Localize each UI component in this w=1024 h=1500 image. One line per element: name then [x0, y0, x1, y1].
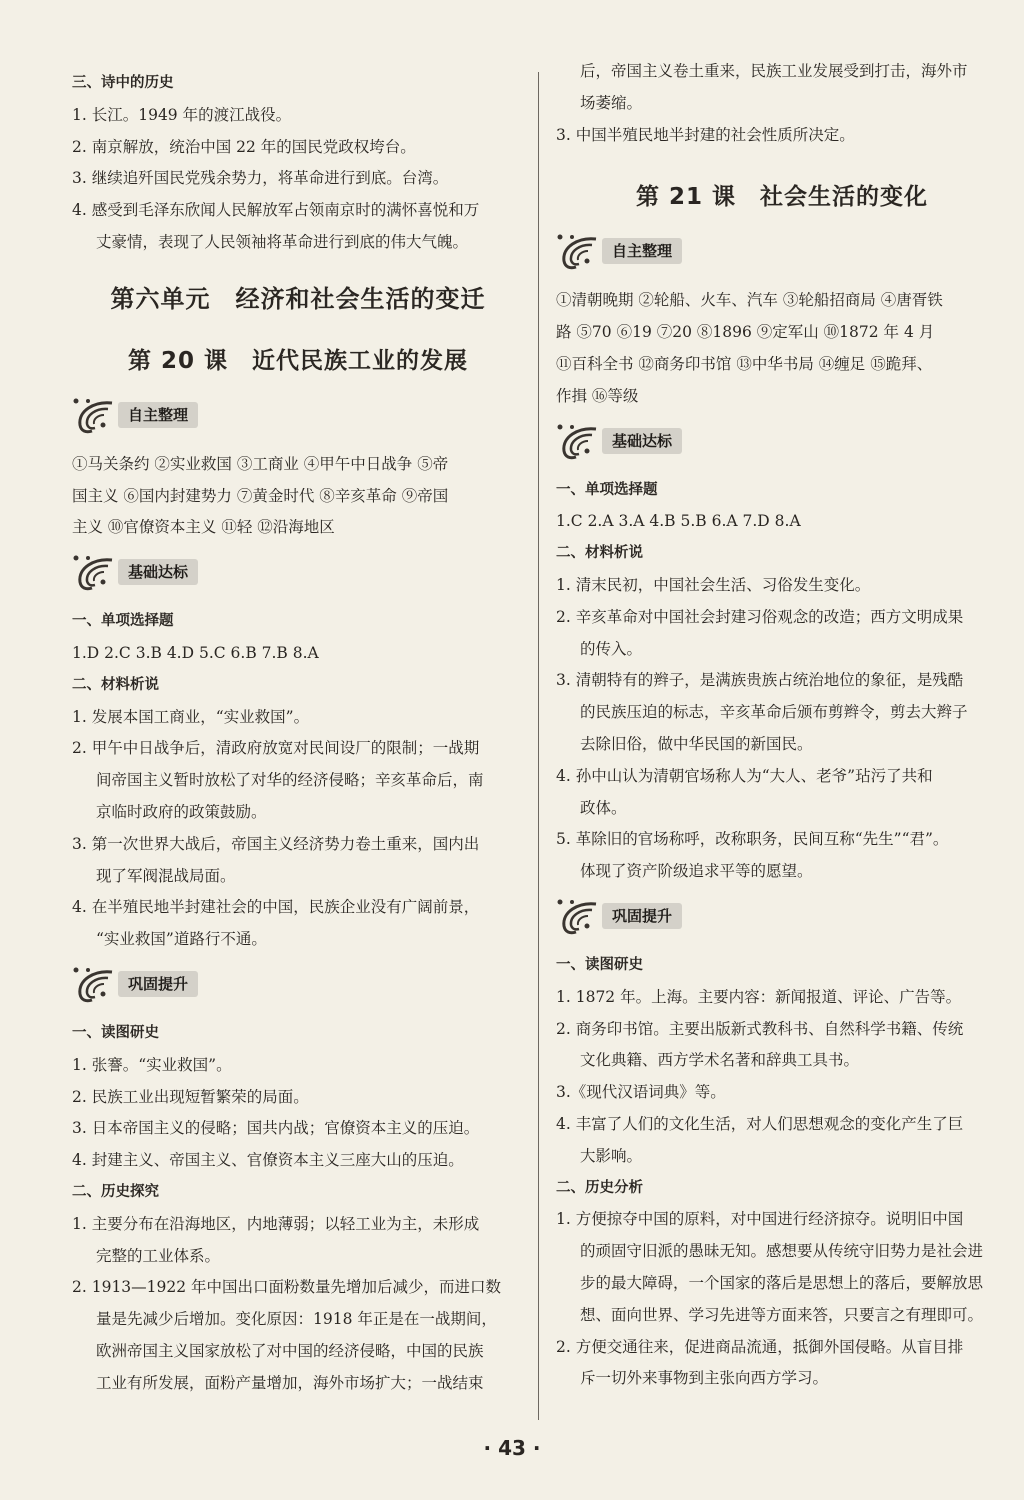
choice-answers: 1.D 2.C 3.B 4.D 5.C 6.B 7.B 8.A	[72, 643, 319, 662]
answer-line: 1. 方便掠夺中国的原料，对中国进行经济掠夺。说明旧中国	[556, 1210, 964, 1229]
material-answers	[556, 570, 1008, 888]
answer-line: 1. 1872 年。上海。主要内容：新闻报道、评论、广告等。	[556, 987, 962, 1006]
answer-line: 去除旧俗，做中华民国的新国民。	[580, 734, 813, 753]
section-heading-material: 二、材料析说	[72, 676, 159, 693]
answer-line: 4. 在半殖民地半封建社会的中国，民族企业没有广阔前景，	[72, 898, 480, 917]
answer-line: 3. 中国半殖民地半封建的社会性质所决定。	[556, 125, 855, 144]
answer-line: 2. 商务印书馆。主要出版新式教科书、自然科学书籍、传统	[556, 1019, 964, 1038]
banner-label: 基础达标	[118, 559, 198, 585]
answer-line: 的传入。	[580, 639, 643, 658]
answer-line: 斥一切外来事物到主张向西方学习。	[580, 1369, 829, 1388]
answer-line: 1. 长江。1949 年的渡江战役。	[72, 105, 292, 124]
answer-line: 后，帝国主义卷土重来，民族工业发展受到打击，海外市	[580, 62, 968, 80]
section-heading-material: 二、材料析说	[556, 545, 643, 562]
left-column	[72, 68, 524, 1400]
dots-decoration	[72, 397, 112, 405]
answer-line: 间帝国主义暂时放松了对华的经济侵略；辛亥革命后，南	[96, 771, 484, 790]
banner-label: 自主整理	[118, 402, 198, 428]
answer-line: 3. 日本帝国主义的侵略；国共内战；官僚资本主义的压迫。	[72, 1119, 480, 1138]
answer-line: 3. 继续追歼国民党残余势力，将革命进行到底。台湾。	[72, 169, 449, 188]
answer-line: 工业有所发展，面粉产量增加，海外市场扩大；一战结束	[96, 1373, 484, 1392]
answer-line: 作揖 ⑯等级	[556, 386, 639, 405]
right-column	[556, 56, 1008, 1395]
answer-line: 国主义 ⑥国内封建势力 ⑦黄金时代 ⑧辛亥革命 ⑨帝国	[72, 486, 449, 505]
banner-zizhu-zhengli	[556, 233, 1008, 273]
read-picture-answers	[556, 982, 1008, 1173]
answer-line: 欧洲帝国主义国家放松了对中国的经济侵略，中国的民族	[96, 1341, 484, 1360]
lesson-20-title: 第 20 课 近代民族工业的发展	[127, 347, 469, 374]
answer-line: 步的最大障碍，一个国家的落后是思想上的落后，要解放思	[580, 1273, 984, 1292]
section-heading-poem-history: 三、诗中的历史	[72, 75, 174, 91]
answer-line: 4. 封建主义、帝国主义、官僚资本主义三座大山的压迫。	[72, 1151, 464, 1170]
analysis-answers	[556, 1204, 1008, 1395]
answer-line: 4. 感受到毛泽东欣闻人民解放军占领南京时的满怀喜悦和万	[72, 201, 480, 220]
unit-title: 第六单元 经济和社会生活的变迁	[110, 284, 486, 313]
answer-line: 丈豪情，表现了人民领袖将革命进行到底的伟大气魄。	[96, 232, 469, 251]
zizhu-answers	[556, 285, 1008, 412]
choice-answers: 1.C 2.A 3.A 4.B 5.B 6.A 7.D 8.A	[556, 512, 801, 531]
material-answers	[72, 702, 524, 956]
banner-label: 巩固提升	[118, 971, 198, 997]
answer-line: 2. 甲午中日战争后，清政府放宽对民间设厂的限制；一战期	[72, 739, 480, 758]
banner-gonggu-tisheng	[556, 898, 1008, 938]
answer-line: 2. 方便交通往来，促进商品流通，抵御外国侵略。从盲目排	[556, 1337, 964, 1356]
answer-line: “实业救国”道路行不通。	[96, 930, 267, 949]
answer-line: 3.《现代汉语词典》等。	[556, 1083, 726, 1102]
section-heading-explore: 二、历史探究	[72, 1183, 159, 1200]
answer-line: 3. 第一次世界大战后，帝国主义经济势力卷土重来，国内出	[72, 834, 480, 853]
dots-decoration	[556, 233, 596, 241]
read-picture-answers	[72, 1050, 524, 1177]
column-divider	[538, 72, 539, 1420]
dots-decoration	[556, 423, 596, 431]
banner-label: 巩固提升	[602, 903, 682, 929]
section-heading-choice: 一、单项选择题	[556, 481, 658, 498]
banner-jichu-dabiao	[556, 423, 1008, 463]
answer-line: 4. 孙中山认为清朝官场称人为“大人、老爷”玷污了共和	[556, 766, 933, 785]
section-heading-choice: 一、单项选择题	[72, 613, 174, 630]
answer-line: 主义 ⑩官僚资本主义 ⑪轻 ⑫沿海地区	[72, 518, 335, 537]
answer-line: ⑪百科全书 ⑫商务印书馆 ⑬中华书局 ⑭缠足 ⑮跪拜、	[556, 354, 933, 373]
answer-line: 路 ⑤70 ⑥19 ⑦20 ⑧1896 ⑨定军山 ⑩1872 年 4 月	[556, 323, 935, 342]
explore-answers	[72, 1209, 524, 1400]
answer-line: 2. 南京解放，统治中国 22 年的国民党政权垮台。	[72, 137, 416, 156]
banner-label: 自主整理	[602, 238, 682, 264]
dots-decoration	[72, 966, 112, 974]
answer-line: 场萎缩。	[580, 93, 643, 112]
answer-line: 5. 革除旧的官场称呼，改称职务，民间互称“先生”“君”。	[556, 830, 949, 849]
answer-line: 大影响。	[580, 1146, 643, 1165]
dots-decoration	[72, 554, 112, 562]
answer-line: 政体。	[580, 798, 627, 817]
answer-line: 体现了资产阶级追求平等的愿望。	[580, 862, 813, 881]
answer-line: 的民族压迫的标志，辛亥革命后颁布剪辫令，剪去大辫子	[580, 703, 968, 722]
section-heading-read-picture: 一、读图研史	[556, 956, 643, 973]
banner-gonggu-tisheng	[72, 966, 524, 1006]
answer-line: 完整的工业体系。	[96, 1246, 221, 1265]
answer-line: 2. 辛亥革命对中国社会封建习俗观念的改造；西方文明成果	[556, 607, 964, 626]
dots-decoration	[556, 898, 596, 906]
answer-line: 的顽固守旧派的愚昧无知。感想要从传统守旧势力是社会进	[580, 1242, 984, 1261]
poem-history-answers	[72, 100, 524, 259]
answer-line: 量是先减少后增加。变化原因：1918 年正是在一战期间，	[96, 1310, 497, 1329]
section-heading-read-picture: 一、读图研史	[72, 1024, 159, 1041]
answer-line: ①马关条约 ②实业救国 ③工商业 ④甲午中日战争 ⑤帝	[72, 454, 449, 473]
answer-line: 京临时政府的政策鼓励。	[96, 802, 267, 821]
answer-line: 想、面向世界、学习先进等方面来答，只要言之有理即可。	[580, 1305, 984, 1324]
answer-line: ①清朝晚期 ②轮船、火车、汽车 ③轮船招商局 ④唐胥铁	[556, 291, 943, 310]
section-heading-analysis: 二、历史分析	[556, 1179, 643, 1196]
continued-answers	[556, 56, 1008, 151]
answer-line: 2. 1913—1922 年中国出口面粉数量先增加后减少，而进口数	[72, 1278, 502, 1297]
answer-line: 1. 发展本国工商业，“实业救国”。	[72, 707, 310, 726]
zizhu-answers	[72, 449, 524, 544]
answer-line: 4. 丰富了人们的文化生活，对人们思想观念的变化产生了巨	[556, 1114, 964, 1133]
answer-line: 3. 清朝特有的辫子，是满族贵族占统治地位的象征，是残酷	[556, 671, 964, 690]
answer-line: 1. 清末民初，中国社会生活、习俗发生变化。	[556, 575, 871, 594]
answer-line: 1. 主要分布在沿海地区，内地薄弱；以轻工业为主，未形成	[72, 1214, 480, 1233]
answer-line: 现了军阀混战局面。	[96, 866, 236, 885]
banner-jichu-dabiao	[72, 554, 524, 594]
page-number: · 43 ·	[483, 1436, 541, 1460]
answer-line: 文化典籍、西方学术名著和辞典工具书。	[580, 1051, 860, 1070]
lesson-21-title: 第 21 课 社会生活的变化	[635, 184, 929, 211]
answer-line: 1. 张謇。“实业救国”。	[72, 1055, 232, 1074]
banner-zizhu-zhengli	[72, 397, 524, 437]
banner-label: 基础达标	[602, 428, 682, 454]
answer-line: 2. 民族工业出现短暂繁荣的局面。	[72, 1087, 309, 1106]
